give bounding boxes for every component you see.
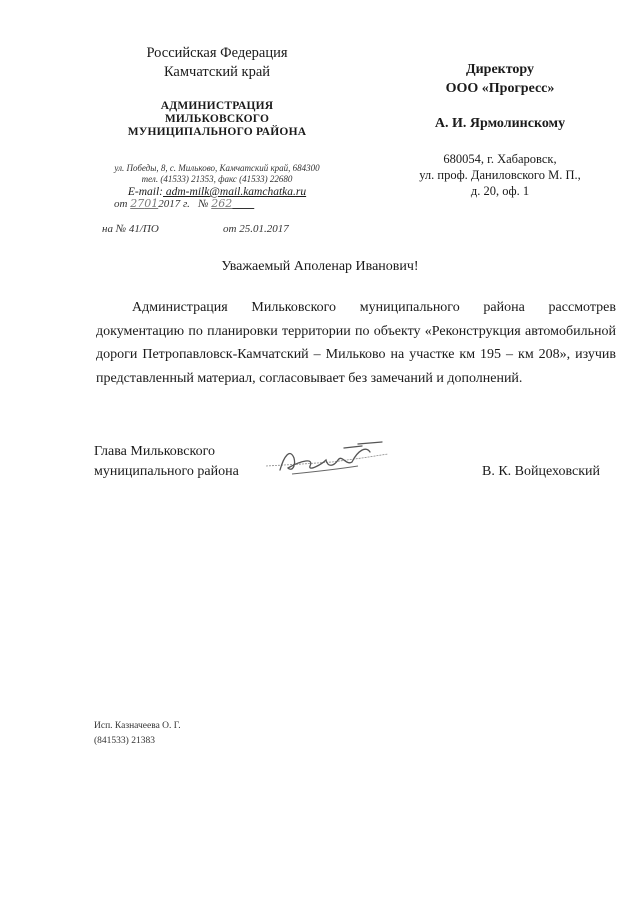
- email-value: adm-milk@mail.kamchatka.ru: [163, 186, 307, 198]
- executor-name: Исп. Казначеева О. Г.: [94, 721, 181, 731]
- reference-date: от 25.01.2017: [223, 223, 289, 235]
- recipient-name: А. И. Ярмолинскому: [434, 116, 566, 131]
- recipient-block: [400, 60, 600, 199]
- registration-date-number: [114, 197, 254, 210]
- recipient-organization: ООО «Прогресс»: [445, 81, 555, 96]
- recipient-address: [400, 151, 600, 199]
- address-line: ул. Победы, 8, с. Мильково, Камчатский край, 684300: [114, 163, 320, 173]
- letter-body: Администрация Мильковского муниципального района рассмотрев документацию по планировки территории по объекту «Реконструкция автомобильной дороги Петропавловск-Камчатский – Мильково на участке км 195 – км 208», изучив представленный материал, согласовывает без замечаний и дополнений.: [96, 300, 616, 386]
- letterhead: [92, 44, 342, 199]
- email-label: E-mail:: [127, 186, 163, 198]
- signer-name: В. К. Войцеховский: [482, 464, 601, 479]
- date-prefix: от: [114, 198, 128, 210]
- org-line-1: АДМИНИСТРАЦИЯ: [160, 100, 274, 112]
- handwritten-month: 01: [144, 197, 159, 210]
- salutation: Уважаемый Аполенар Иванович!: [221, 259, 419, 274]
- number-prefix: №: [198, 198, 209, 210]
- executor-phone: (841533) 21383: [94, 736, 155, 746]
- recipient-title: Директору: [465, 62, 535, 77]
- recipient-address-line-3: д. 20, оф. 1: [470, 184, 530, 198]
- recipient-address-line-1: 680054, г. Хабаровск,: [443, 152, 557, 166]
- signer-position: [94, 442, 239, 482]
- reference-number: на № 41/ПО: [102, 223, 159, 235]
- signer-position-line-2: муниципального района: [94, 464, 239, 479]
- handwritten-signature: [262, 436, 392, 484]
- signer-position-line-1: Глава Мильковского: [94, 444, 216, 459]
- date-year: 2017 г.: [158, 198, 190, 210]
- phone-line: тел. (41533) 21353, факс (41533) 22680: [141, 174, 293, 184]
- letterhead-organization: [92, 100, 342, 139]
- recipient-address-line-2: ул. проф. Даниловского М. П.,: [419, 168, 581, 182]
- letterhead-address: [92, 163, 342, 185]
- handwritten-number: 262: [211, 197, 233, 210]
- letterhead-country: Российская Федерация: [146, 45, 288, 61]
- org-line-2: МИЛЬКОВСКОГО: [164, 113, 270, 125]
- handwritten-day: 27: [130, 197, 145, 210]
- org-line-3: МУНИЦИПАЛЬНОГО РАЙОНА: [127, 126, 307, 138]
- letterhead-region: Камчатский край: [163, 64, 271, 80]
- executor-info: [94, 719, 181, 749]
